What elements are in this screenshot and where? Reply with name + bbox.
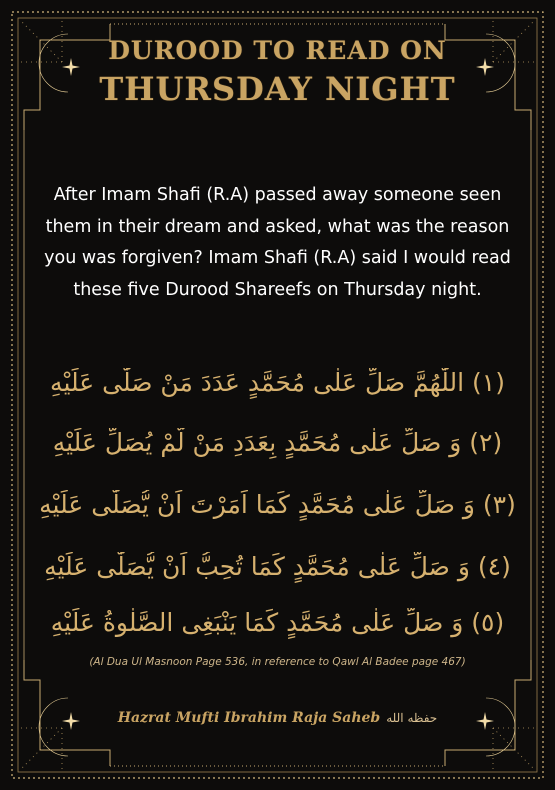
title-line-2: THURSDAY NIGHT <box>99 70 456 108</box>
author-honorific: حفظه الله <box>386 711 438 725</box>
durood-3: (٣) وَ صَلِّ عَلٰى مُحَمَّدٍ كَمَا اَمَرْتَ اَنْ يُّصَلّٰى عَلَيْهِ <box>39 490 516 519</box>
title-line-1: DUROOD TO READ ON <box>108 36 447 65</box>
author-name: Hazrat Mufti Ibrahim Raja Saheb <box>117 710 381 726</box>
durood-2: (٢) وَ صَلِّ عَلٰى مُحَمَّدٍ بِعَدَدِ مَنْ لَّمْ يُصَلِّ عَلَيْهِ <box>52 428 503 457</box>
reference-citation: (Al Dua Ul Masnoon Page 536, in reference to Qawl Al Badee page 467) <box>89 656 466 668</box>
author-credit <box>0 710 555 726</box>
durood-1: (١) اللّٰهُمَّ صَلِّ عَلٰى مُحَمَّدٍ عَدَدَ مَنْ صَلّٰى عَلَيْهِ <box>50 368 505 397</box>
intro-text: After Imam Shafi (R.A) passed away someone seen them in their dream and asked, what was the reason you was forgiven? Imam Shafi (R.A) said I would read these five Durood Shareefs on Thursday night. <box>44 185 511 300</box>
durood-5: (٥) وَ صَلِّ عَلٰى مُحَمَّدٍ كَمَا يَنْبَغِى الصَّلٰوةُ عَلَيْهِ <box>50 608 505 637</box>
durood-4: (٤) وَ صَلِّ عَلٰى مُحَمَّدٍ كَمَا تُحِبُّ اَنْ يُّصَلّٰى عَلَيْهِ <box>44 552 511 581</box>
